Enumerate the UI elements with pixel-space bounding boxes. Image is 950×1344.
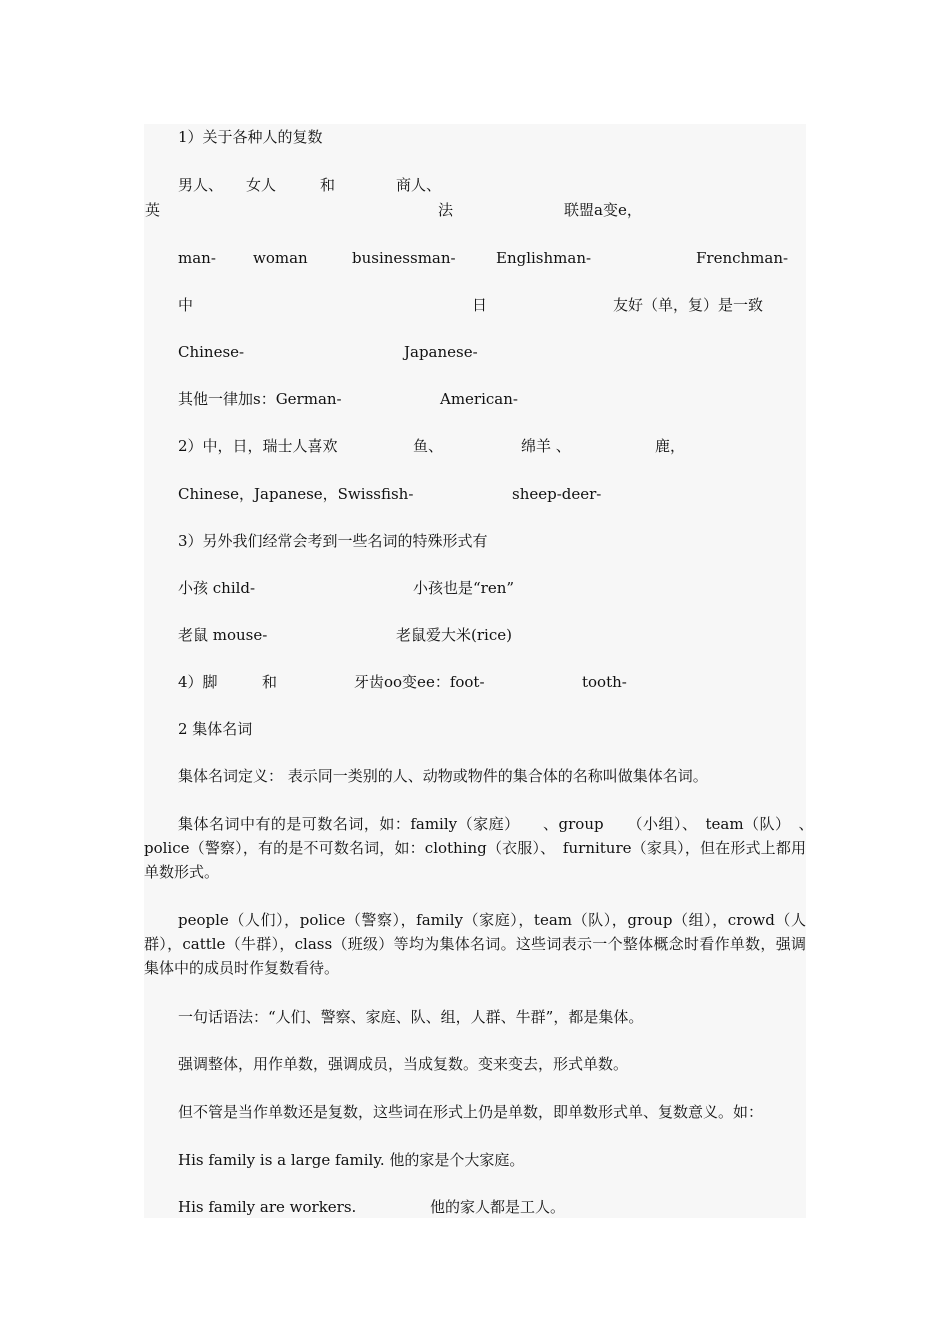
text-cell: 小孩 child- bbox=[178, 579, 256, 597]
text-cell: 牙齿oo变ee：foot- bbox=[354, 673, 485, 691]
text-cell: 友好（单，复）是一致 bbox=[613, 296, 764, 314]
section-heading: 1）关于各种人的复数 bbox=[178, 128, 323, 146]
text-cell: 绵羊 、 bbox=[521, 437, 571, 455]
text-cell: 中 bbox=[178, 296, 194, 314]
section-heading: 3）另外我们经常会考到一些名词的特殊形式有 bbox=[178, 532, 488, 550]
example-sentence: His family is a large family. 他的家是个大家庭。 bbox=[178, 1151, 525, 1169]
text-cell: 和 bbox=[262, 673, 278, 691]
text-cell: 男人、 bbox=[178, 176, 224, 194]
note-text: 但不管是当作单数还是复数，这些词在形式上仍是单数，即单数形式单、复数意义。如： bbox=[178, 1103, 764, 1121]
text-cell: 日 bbox=[472, 296, 488, 314]
example-english: His family are workers. bbox=[178, 1198, 357, 1216]
section-heading: 2 集体名词 bbox=[178, 720, 253, 738]
text-cell: 小孩也是“ren” bbox=[413, 579, 515, 597]
text-cell: woman bbox=[253, 249, 308, 267]
text-cell: 商人、 bbox=[396, 176, 442, 194]
rhyme-line: 强调整体，用作单数，强调成员，当成复数。变来变去，形式单数。 bbox=[178, 1055, 629, 1073]
section-heading: 2）中，日，瑞士人喜欢 bbox=[178, 437, 338, 455]
text-cell: 法 bbox=[438, 201, 454, 219]
text-cell: tooth- bbox=[582, 673, 627, 691]
text-cell: Englishman- bbox=[496, 249, 592, 267]
text-cell: 英 bbox=[145, 201, 161, 219]
paragraph: people（人们），police（警察），family（家庭），team（队），group（组），crowd（人群），cattle（牛群），class（班级）等均为集体名词。这些词表示一个整体概念时看作单数，强调集体中的成员时作复数看待。 bbox=[144, 911, 806, 977]
definition-text: 集体名词定义： 表示同一类别的人、动物或物件的集合体的名称叫做集体名词。 bbox=[178, 767, 708, 785]
text-cell: 女人 bbox=[246, 176, 277, 194]
text-cell: Chinese，Japanese，Swissfish- bbox=[178, 485, 414, 503]
section-heading: 4）脚 bbox=[178, 673, 218, 691]
example-chinese: 他的家人都是工人。 bbox=[430, 1198, 566, 1216]
paragraph: 集体名词中有的是可数名词，如：family（家庭） 、group （小组）、 team（队） 、 police（警察），有的是不可数名词，如：clothing（衣服）、 furniture（家具），但在形式上都用单数形式。 bbox=[144, 815, 837, 881]
text-cell: businessman- bbox=[352, 249, 456, 267]
text-cell: 老鼠 mouse- bbox=[178, 626, 268, 644]
text-cell: man- bbox=[178, 249, 216, 267]
text-cell: sheep-deer- bbox=[512, 485, 602, 503]
text-cell: 鱼、 bbox=[413, 437, 444, 455]
text-cell: 和 bbox=[320, 176, 336, 194]
rhyme-line: 一句话语法：“人们、警察、家庭、队、组，人群、牛群”，都是集体。 bbox=[178, 1008, 644, 1026]
text-cell: 其他一律加s：German- bbox=[178, 390, 342, 408]
text-cell: 鹿， bbox=[655, 437, 686, 455]
text-cell: 老鼠爱大米(rice) bbox=[396, 626, 512, 644]
text-cell: Frenchman- bbox=[696, 249, 789, 267]
text-cell: Japanese- bbox=[404, 343, 478, 361]
text-cell: Chinese- bbox=[178, 343, 245, 361]
text-cell: American- bbox=[440, 390, 518, 408]
text-cell: 联盟a变e， bbox=[564, 201, 642, 219]
